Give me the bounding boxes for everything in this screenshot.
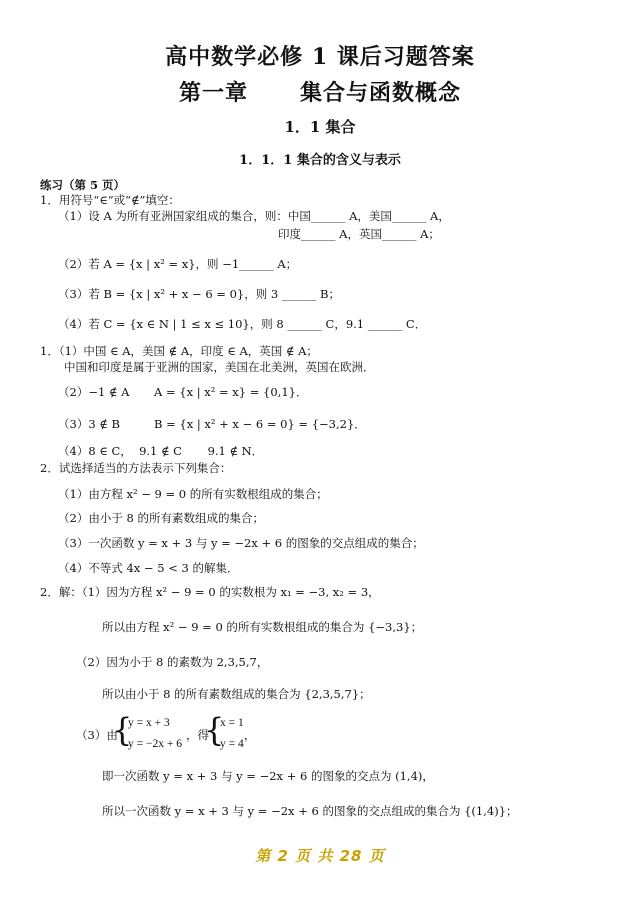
a2-line1: 2．解：（1）因为方程 x² − 9 = 0 的实数根为 x₁ = −3, x₂ = 3， xyxy=(40,585,380,599)
a2-line6: 即一次函数 y = x + 3 与 y = −2x + 6 的图象的交点为 (1,4)， xyxy=(102,769,434,783)
system1-top: y = x + 3 xyxy=(128,717,170,729)
system2-bottom: y = 4 xyxy=(220,738,244,750)
page-title: 高中数学必修 1 课后习题答案 xyxy=(165,44,475,70)
q2-part1: （1）由方程 x² − 9 = 0 的所有实数根组成的集合； xyxy=(58,487,328,501)
chapter-title: 第一章 集合与函数概念 xyxy=(179,80,461,106)
q2-part4: （4）不等式 4x − 5 < 3 的解集． xyxy=(58,561,239,575)
a1-part2-left: （2）−1 ∉ A xyxy=(58,385,130,399)
a2-part3-prefix: （3）由 xyxy=(76,728,118,742)
a1-part3-right: B = {x | x² + x − 6 = 0} = {−3,2}． xyxy=(154,417,366,431)
section-title: 1．1 集合 xyxy=(284,118,356,136)
a2-line4: 所以由小于 8 的所有素数组成的集合为 {2,3,5,7}； xyxy=(102,687,371,701)
q1-part3: （3）若 B = {x | x² + x − 6 = 0}，则 3 ______ B； xyxy=(58,287,340,301)
a2-part3-mid: ，得 xyxy=(186,728,209,742)
q2-part2: （2）由小于 8 的所有素数组成的集合； xyxy=(58,511,264,525)
system1-bottom: y = −2x + 6 xyxy=(128,738,182,750)
page-footer: 第 2 页 共 28 页 xyxy=(255,847,385,865)
q2-part3: （3）一次函数 y = x + 3 与 y = −2x + 6 的图象的交点组成的集合； xyxy=(58,536,424,550)
system2-top: x = 1 xyxy=(220,717,244,729)
q1-part2: （2）若 A = {x | x² = x}，则 −1______ A； xyxy=(58,257,298,271)
a2-line2: 所以由方程 x² − 9 = 0 的所有实数根组成的集合为 {−3,3}； xyxy=(102,620,423,634)
a2-part3-suffix: ， xyxy=(244,728,256,742)
system1-brace: { xyxy=(112,711,133,749)
q1-part1-line2: 印度______ A，英国______ A； xyxy=(278,227,440,241)
a1-line1: 1．（1）中国 ∈ A，美国 ∉ A，印度 ∈ A，英国 ∉ A； xyxy=(40,344,318,358)
q1-part4: （4）若 C = {x ∈ N | 1 ≤ x ≤ 10}，则 8 ______ C，9.1 ______ C． xyxy=(58,317,427,331)
practice-heading: 练习（第 5 页） xyxy=(40,178,126,192)
a1-part2-right: A = {x | x² = x} = {0,1}． xyxy=(154,385,308,399)
a2-line3: （2）因为小于 8 的素数为 2,3,5,7， xyxy=(76,655,269,669)
q2-stem: 2．试选择适当的方法表示下列集合： xyxy=(40,461,232,475)
subsection-title: 1．1．1 集合的含义与表示 xyxy=(239,153,401,168)
a1-part4: （4）8 ∈ C， 9.1 ∉ C 9.1 ∉ N． xyxy=(58,444,264,458)
a2-line7: 所以一次函数 y = x + 3 与 y = −2x + 6 的图象的交点组成的集合为 {(1,4)}； xyxy=(102,804,518,818)
a1-line2: 中国和印度是属于亚洲的国家，美国在北美洲，英国在欧洲． xyxy=(64,360,375,374)
q1-stem: 1．用符号“∈”或“∉”填空： xyxy=(40,193,180,207)
system2-brace: { xyxy=(204,711,225,749)
a1-part3-left: （3）3 ∉ B xyxy=(58,417,120,431)
q1-part1-line1: （1）设 A 为所有亚洲国家组成的集合，则：中国______ A，美国______ A， xyxy=(58,209,450,223)
